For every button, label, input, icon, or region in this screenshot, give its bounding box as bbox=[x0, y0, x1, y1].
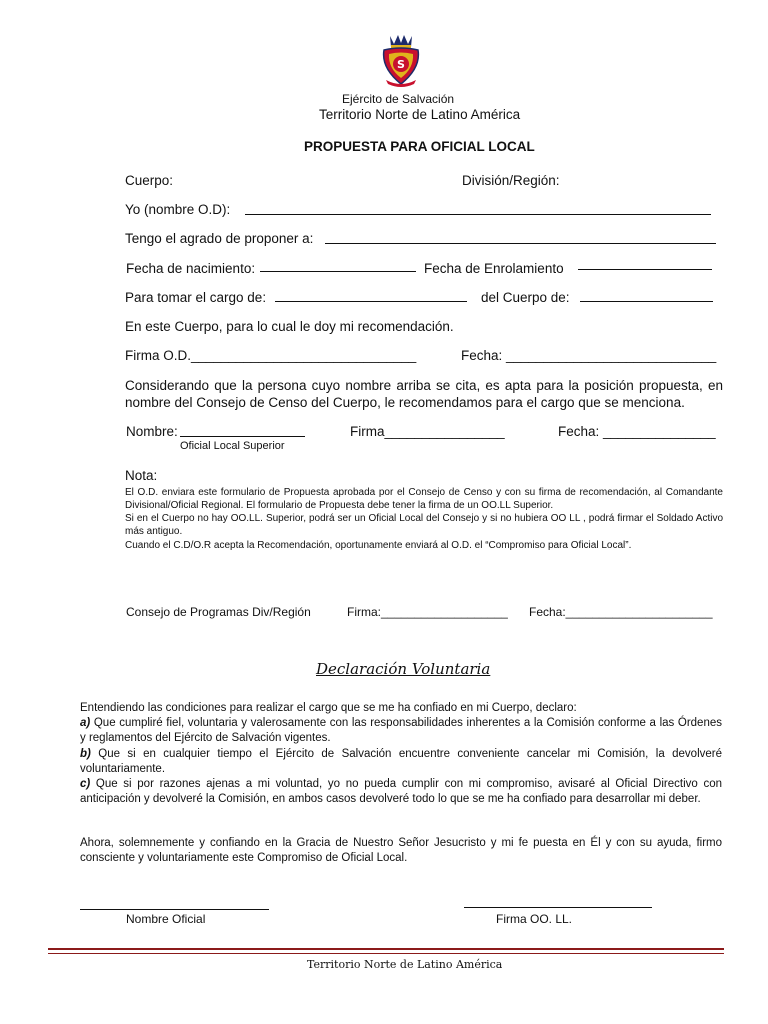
declaracion-item-a bbox=[80, 716, 722, 747]
nota-line-2: Si en el Cuerpo no hay OO.LL. Superior, podrá ser un Oficial Local del Consejo y si no hubiera OO LL , podrá firmar el Soldado Activo más antiguo. bbox=[125, 513, 723, 537]
item-b-text: Que si en cualquier tiempo el Ejército de Salvación encuentre conveniente cancelar mi Comisión, la devolveré voluntariamente. bbox=[80, 748, 722, 776]
considerando-paragraph: Considerando que la persona cuyo nombre arriba se cita, es apta para la posición propuesta, en nombre del Consejo de Censo del Cuerpo, le recomendamos para el cargo que se menciona. bbox=[125, 378, 723, 410]
item-b-letter: b) bbox=[80, 748, 91, 760]
nacimiento-field[interactable] bbox=[260, 271, 416, 272]
svg-text:S: S bbox=[397, 58, 405, 71]
firma-superior-field[interactable]: Firma________________ bbox=[350, 424, 505, 439]
nombre-oficial-line[interactable] bbox=[80, 909, 269, 910]
nombre-field[interactable] bbox=[180, 436, 305, 437]
nombre-oficial-caption: Nombre Oficial bbox=[126, 912, 206, 926]
declaracion-closing: Ahora, solemnemente y confiando en la Gracia de Nuestro Señor Jesucristo y mi fe puesta en Él y con su ayuda, firmo consciente y voluntariamente este Compromiso de Oficial Local. bbox=[80, 837, 722, 865]
footer-text: Territorio Norte de Latino América bbox=[307, 958, 503, 971]
firma-oo-caption: Firma OO. LL. bbox=[496, 912, 573, 926]
yo-label: Yo (nombre O.D): bbox=[125, 202, 231, 217]
nota-label: Nota: bbox=[125, 468, 158, 483]
fecha-superior-field[interactable]: Fecha: _______________ bbox=[558, 424, 716, 439]
cuerpo-label: Cuerpo: bbox=[125, 173, 174, 188]
consejo-fecha-field[interactable]: Fecha:______________________ bbox=[529, 605, 713, 619]
proponer-field[interactable] bbox=[325, 243, 716, 244]
del-cuerpo-field[interactable] bbox=[580, 301, 713, 302]
consejo-firma-field[interactable]: Firma:___________________ bbox=[347, 605, 508, 619]
item-c-text: Que si por razones ajenas a mi voluntad, yo no pueda cumplir con mi compromiso, avisaré al Oficial Directivo con anticipación y devolveré la Comisión, en ambos casos devolveré todo lo que se me ha confiado para desarrollar mi deber. bbox=[80, 778, 722, 806]
declaracion-intro: Entendiendo las condiciones para realizar el cargo que se me ha confiado en mi Cuerpo, declaro: bbox=[80, 702, 577, 714]
footer-rule-thin bbox=[48, 953, 724, 954]
item-a-letter: a) bbox=[80, 717, 91, 729]
nota-line-1: El O.D. enviara este formulario de Propuesta aprobada por el Consejo de Censo y con su firma de recomendación, al Comandante Divisional/Oficial Regional. El formulario de Propuesta debe tener la firma de un OO.LL Superior. bbox=[125, 487, 723, 511]
cargo-field[interactable] bbox=[275, 301, 467, 302]
proponer-label: Tengo el agrado de proponer a: bbox=[125, 231, 314, 246]
nacimiento-label: Fecha de nacimiento: bbox=[126, 261, 256, 276]
page-title: PROPUESTA PARA OFICIAL LOCAL bbox=[304, 139, 535, 154]
oficial-superior-caption: Oficial Local Superior bbox=[180, 440, 285, 452]
nombre-label: Nombre: bbox=[126, 424, 178, 439]
del-cuerpo-label: del Cuerpo de: bbox=[481, 290, 570, 305]
declaracion-title: Declaración Voluntaria bbox=[316, 660, 491, 678]
item-c-letter: c) bbox=[80, 778, 91, 790]
salvation-army-crest-icon bbox=[378, 32, 424, 90]
yo-field[interactable] bbox=[245, 214, 711, 215]
enrolamiento-label: Fecha de Enrolamiento bbox=[424, 261, 564, 276]
cargo-label: Para tomar el cargo de: bbox=[125, 290, 267, 305]
org-name: Ejército de Salvación bbox=[342, 92, 455, 106]
enrolamiento-field[interactable] bbox=[578, 269, 712, 270]
footer-rule bbox=[48, 948, 724, 950]
firma-oo-line[interactable] bbox=[464, 907, 652, 908]
declaracion-item-b bbox=[80, 747, 722, 778]
item-a-text: Que cumpliré fiel, voluntaria y valerosamente con las responsabilidades inherentes a la Comisión conforme a las Órdenes y reglamentos del Ejército de Salvación vigentes. bbox=[80, 717, 722, 745]
territory-name: Territorio Norte de Latino América bbox=[319, 107, 521, 122]
declaracion-item-c bbox=[80, 777, 722, 808]
division-label: División/Región: bbox=[462, 173, 560, 188]
recomendacion-text: En este Cuerpo, para lo cual le doy mi recomendación. bbox=[125, 319, 454, 334]
fecha-od-field[interactable]: Fecha: ____________________________ bbox=[461, 348, 717, 363]
nota-line-3: Cuando el C.D/O.R acepta la Recomendación, oportunamente enviará al O.D. el “Compromiso para Oficial Local”. bbox=[125, 540, 632, 551]
consejo-label: Consejo de Programas Div/Región bbox=[126, 605, 311, 619]
firma-od-field[interactable]: Firma O.D.______________________________ bbox=[125, 348, 417, 363]
